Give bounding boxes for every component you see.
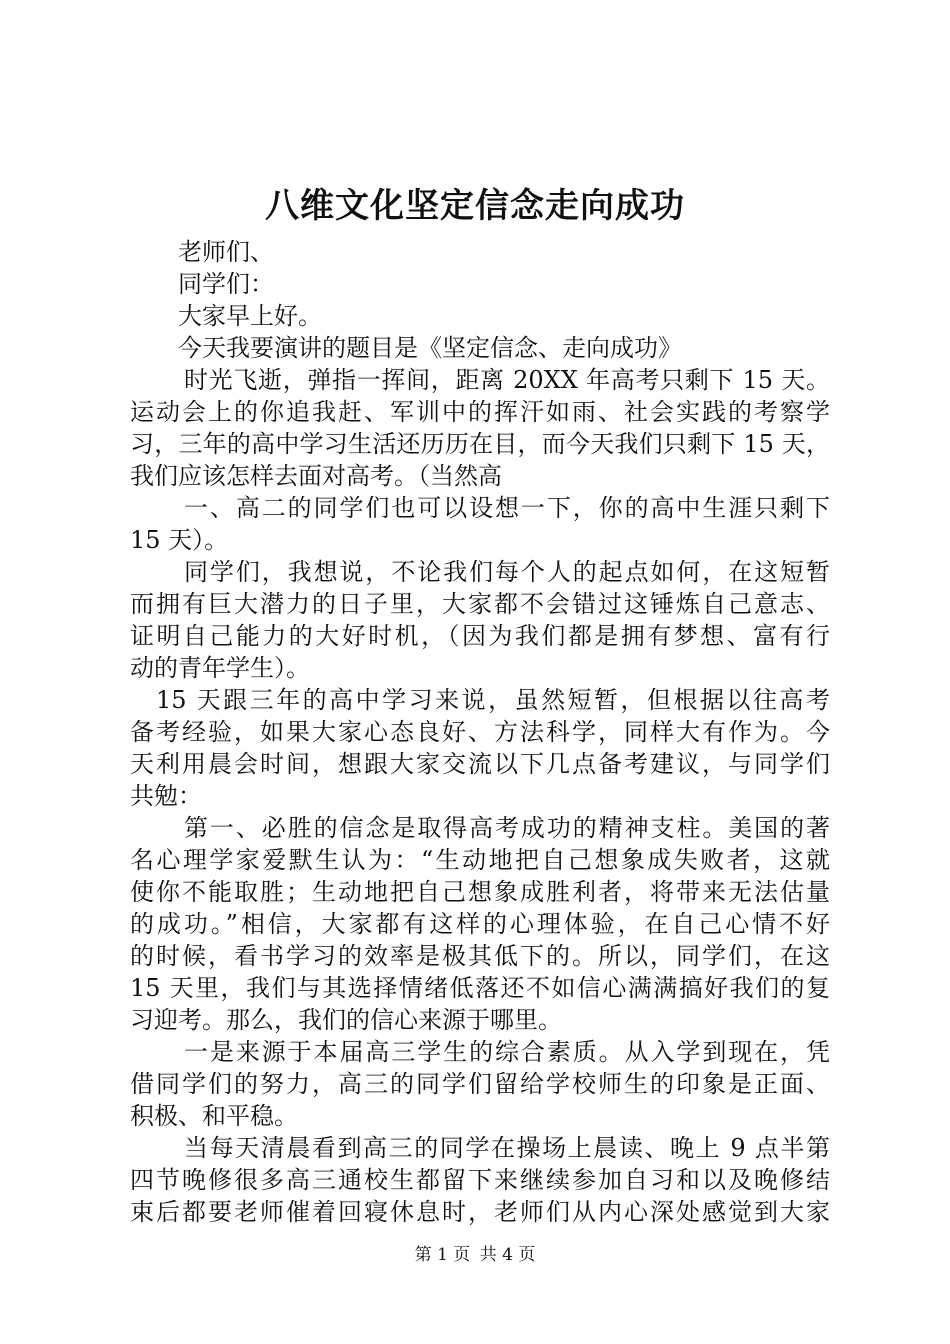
body-line: 备考经验，如果大家心态良好、方法科学，同样大有作为。今 xyxy=(130,718,830,746)
body-line: 我们应该怎样去面对高考。（当然高 xyxy=(130,462,502,490)
body-line: 证明自己能力的大好时机，（因为我们都是拥有梦想、富有行 xyxy=(130,622,830,650)
body-line: 的成功。”相信，大家都有这样的心理体验，在自己心情不好 xyxy=(130,910,830,938)
body-line: 大家早上好。 xyxy=(178,302,322,330)
document-title: 八维文化坚定信念走向成功 xyxy=(265,186,685,226)
page-total: 共 4 页 xyxy=(479,1245,536,1265)
body-line: 借同学们的努力，高三的同学们留给学校师生的印象是正面、 xyxy=(130,1070,830,1098)
body-line: 当每天清晨看到高三的同学在操场上晨读、晚上 9 点半第 xyxy=(184,1134,830,1162)
body-line: 天利用晨会时间，想跟大家交流以下几点备考建议，与同学们 xyxy=(130,750,830,778)
body-line: 四节晚修很多高三通校生都留下来继续参加自习和以及晚修结 xyxy=(130,1166,830,1194)
body-line: 束后都要老师催着回寝休息时，老师们从内心深处感觉到大家 xyxy=(130,1198,830,1226)
body-line: 动的青年学生）。 xyxy=(130,654,310,682)
body-line: 今天我要演讲的题目是《坚定信念、走向成功》 xyxy=(178,334,682,362)
body-line: 名心理学家爱默生认为：“生动地把自己想象成失败者，这就 xyxy=(130,846,830,874)
body-line: 积极、和平稳。 xyxy=(130,1102,298,1130)
body-line: 老师们、 xyxy=(178,238,274,266)
document-body xyxy=(130,236,830,1228)
body-line: 习，三年的高中学习生活还历历在目，而今天我们只剩下 15 天， xyxy=(130,430,830,458)
body-line: 15 天跟三年的高中学习来说，虽然短暂，但根据以往高考 xyxy=(156,686,830,714)
body-line: 共勉： xyxy=(130,782,202,810)
page-footer xyxy=(0,1244,950,1266)
page-number: 第 1 页 xyxy=(414,1245,471,1265)
body-line: 习迎考。那么，我们的信心来源于哪里。 xyxy=(130,1006,562,1034)
body-line: 15 天）。 xyxy=(130,526,229,554)
body-line: 15 天里，我们与其选择情绪低落还不如信心满满搞好我们的复 xyxy=(130,974,830,1002)
body-line: 使你不能取胜；生动地把自己想象成胜利者，将带来无法估量 xyxy=(130,878,830,906)
body-line: 运动会上的你追我赶、军训中的挥汗如雨、社会实践的考察学 xyxy=(130,398,830,426)
body-line: 同学们： xyxy=(178,270,274,298)
body-line: 同学们，我想说，不论我们每个人的起点如何，在这短暂 xyxy=(184,558,830,586)
body-line: 的时候，看书学习的效率是极其低下的。所以，同学们，在这 xyxy=(130,942,830,970)
body-line: 一是来源于本届高三学生的综合素质。从入学到现在，凭 xyxy=(184,1038,830,1066)
body-line: 第一、必胜的信念是取得高考成功的精神支柱。美国的著 xyxy=(184,814,830,842)
body-line: 一、高二的同学们也可以设想一下，你的高中生涯只剩下 xyxy=(184,494,830,522)
body-line: 时光飞逝，弹指一挥间，距离 20XX 年高考只剩下 15 天。 xyxy=(184,366,830,394)
body-line: 而拥有巨大潜力的日子里，大家都不会错过这锤炼自己意志、 xyxy=(130,590,830,618)
